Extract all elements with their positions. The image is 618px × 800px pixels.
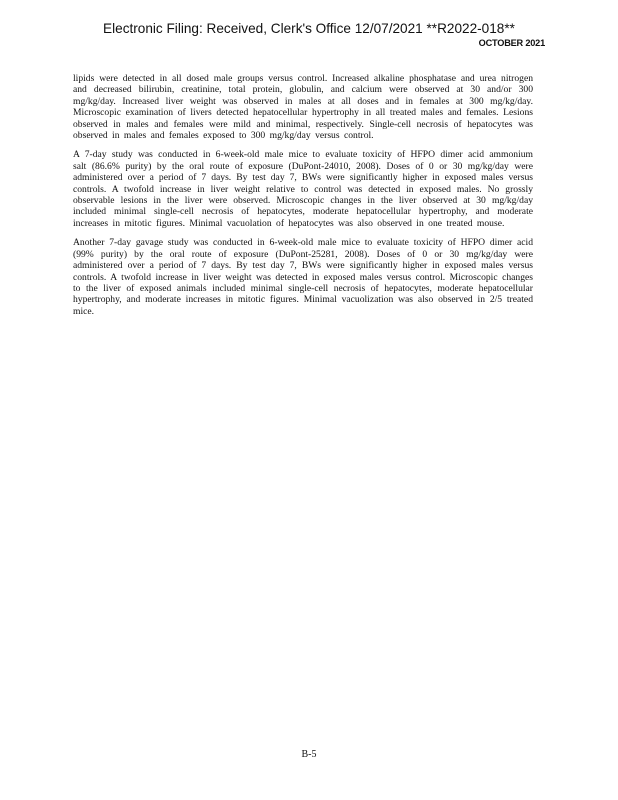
body-paragraph-2: A 7-day study was conducted in 6-week-old male mice to evaluate toxicity of HFPO dimer acid ammonium salt (86.6% purity) by the oral route of exposure (DuPont-24010, 2008). Doses of 0 or 30 mg/kg/day were administered over a period of 7 days. By test day 7, BWs were significantly higher in exposed males versus controls. A twofold increase in liver weight relative to control was detected in exposed males. No grossly observable lesions in the liver were observed. Microscopic changes in the liver observed at 30 mg/kg/day included minimal single-cell necrosis of hepatocytes, moderate hepatocellular hypertrophy, and moderate increases in mitotic figures. Minimal vacuolation of hepatocytes was also observed in one treated mouse. bbox=[73, 149, 533, 229]
body-paragraph-1: lipids were detected in all dosed male groups versus control. Increased alkaline phosphatase and urea nitrogen and decreased bilirubin, creatinine, total protein, globulin, and calcium were observed at 30 and/or 300 mg/kg/day. Increased liver weight was observed in males at all doses and in females at 300 mg/kg/day. Microscopic examination of livers detected hepatocellular hypertrophy in all treated males and females. Lesions observed in males and females were mild and minimal, respectively. Single-cell necrosis of hepatocytes was observed in males and females exposed to 300 mg/kg/day versus control. bbox=[73, 73, 533, 142]
page-number: B-5 bbox=[301, 749, 317, 760]
filing-stamp-header: Electronic Filing: Received, Clerk's Office 12/07/2021 **R2022-018** bbox=[103, 21, 515, 36]
document-body bbox=[73, 73, 533, 325]
body-paragraph-3: Another 7-day gavage study was conducted in 6-week-old male mice to evaluate toxicity of HFPO dimer acid (99% purity) by the oral route of exposure (DuPont-25281, 2008). Doses of 0 or 30 mg/kg/day were administered over a period of 7 days. By test day 7, BWs were significantly higher in exposed males versus controls. A twofold increase in liver weight was detected in exposed males versus control. Microscopic changes to the liver of exposed animals included minimal single-cell necrosis of hepatocytes, moderate hepatocellular hypertrophy, and moderate increases in mitotic figures. Minimal vacuolization was also observed in 2/5 treated mice. bbox=[73, 237, 533, 317]
document-date: OCTOBER 2021 bbox=[478, 38, 545, 48]
